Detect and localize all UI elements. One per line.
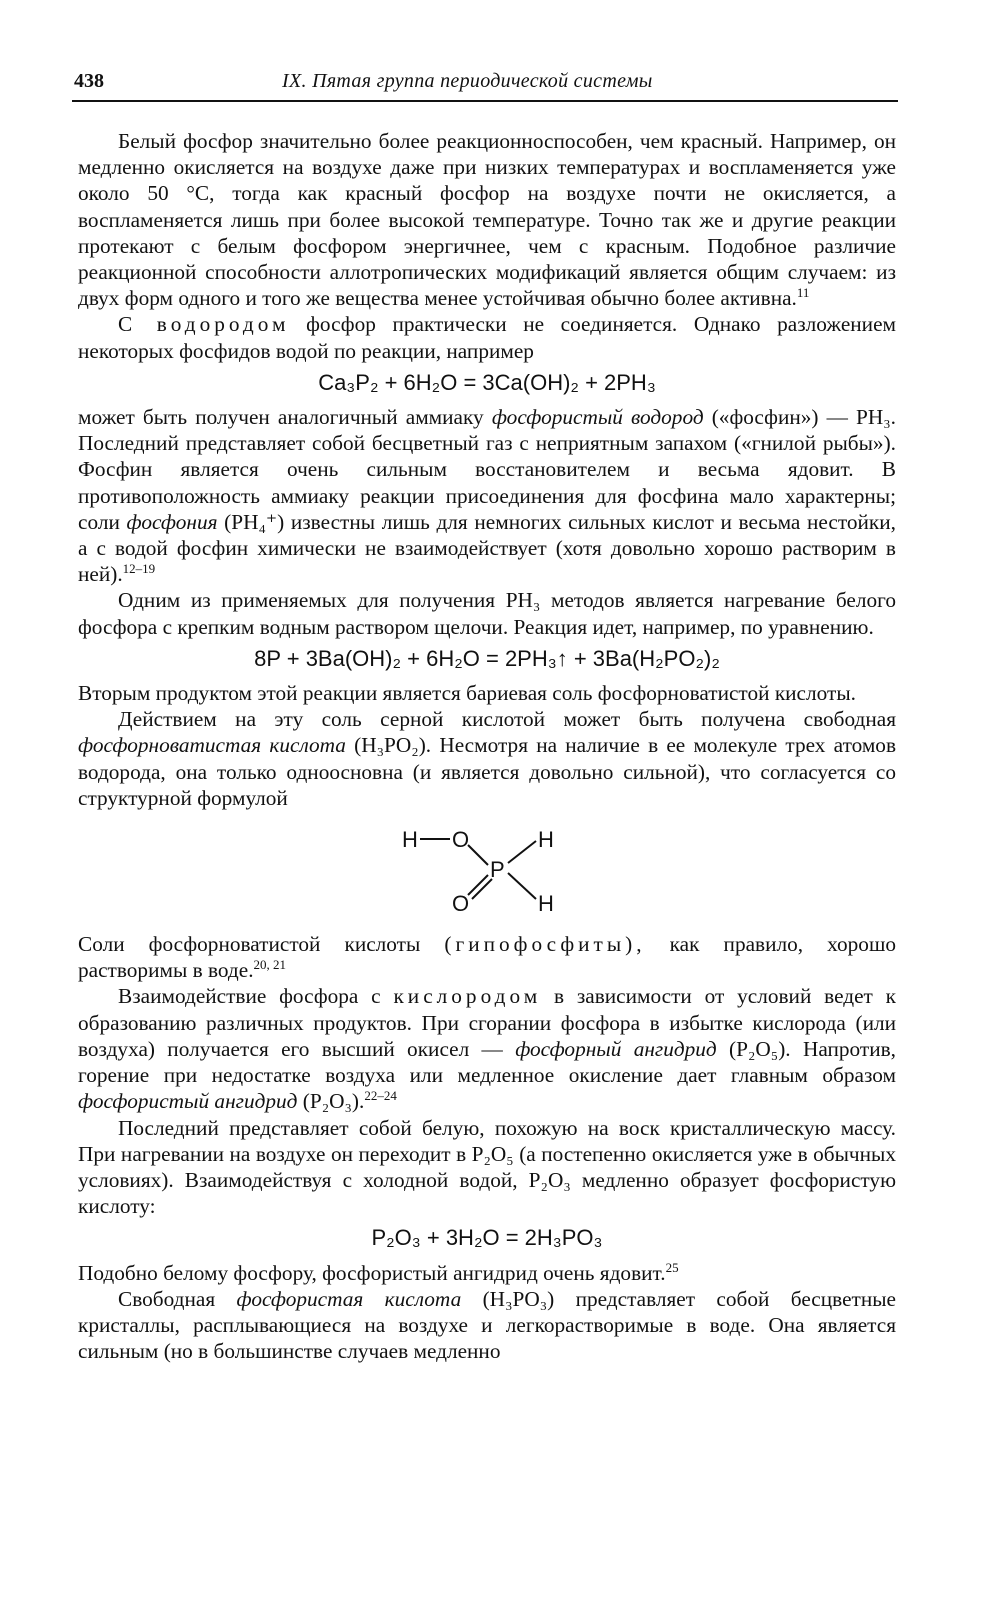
term-phosphorous-anhydride: фосфористый ангидрид [78,1089,298,1114]
term-phosphine: фосфористый водород [491,405,704,430]
paragraph-hypophosphites: Соли фосфорноватистой кислоты (гипофосфиты), как правило, хорошо растворимы в воде.$^{20, 21}$ [78,932,897,983]
equation-phosphorous-acid: P₂O₃ + 3H₂O = 2H₃PO₃ [371,1225,603,1251]
paragraph-phosphorous-acid: Свободная фосфористая кислота (H₃PO₃) представляет собой бесцветные кристаллы, расплывающиеся на воздухе и легкорастворимые в воде. Она является сильным (но в большинстве случаев медленно [78,1286,896,1364]
spaced-term: С водородом [118,312,290,337]
atom-h-left: H [402,827,418,853]
term-hypophosphorous-acid: фосфорноватистая кислота [78,733,346,758]
paragraph-p2o3: Последний представляет собой белую, похожую на воск кристаллическую массу. При нагревании на воздухе он переходит в P₂O₅ (а постепенно окисляется уже в обычных условиях). Взаимодействуя с холодной водой, P₂O₃ медленно образует фосфористую кислоту: [78,1115,896,1219]
term-phosphoric-anhydride: фосфорный ангидрид [515,1036,717,1061]
bond-o-p [468,845,488,865]
term-phosphorous-acid: фосфористая кислота [236,1286,462,1311]
header-rule [72,100,898,102]
paragraph-hydrogen: С водородом фосфор практически не соединяется. Однако разложением некоторых фосфидов водой по реакции, например [78,312,897,363]
footnote-ref: 25 [665,1259,679,1275]
equation-barium-reaction: 8P + 3Ba(OH)₂ + 6H₂O = 2PH₃↑ + 3Ba(H₂PO₂)₂ [254,645,720,671]
paragraph-toxicity: Подобно белому фосфору, фосфористый ангидрид очень ядовит.$^{25}$ [78,1259,679,1285]
atom-o-bottom: O [452,891,470,917]
atom-h-top-right: H [538,827,554,853]
paragraph-second-product: Вторым продуктом этой реакции является бариевая соль фосфорноватистой кислоты. [78,681,856,706]
paragraph-white-phosphorus: Белый фосфор значительно более реакционноспособен, чем красный. Например, он медленно окисляется на воздухе даже при низких температурах и воспламеняется уже около 50 °С, тогда как красный фосфор на воздухе почти не окисляется, а воспламеняется лишь при более высокой температуре. Точно так же и другие реакции протекают с белым фосфором энергичнее, чем с красным. Подобное различие реакционной способности аллотропических модификаций является общим случаем: из двух форм одного и того же вещества менее устойчивая обычно более активна.$^{11}$ [78,129,896,311]
atom-h-bottom-right: H [538,891,554,917]
equation-phosphide-hydrolysis: Ca₃P₂ + 6H₂O = 3Ca(OH)₂ + 2PH₃ [318,369,656,395]
atom-p-center: P [490,857,505,883]
footnote-ref: 22–24 [364,1088,397,1104]
page-header [74,68,896,102]
page-number: 438 [74,70,104,92]
bond-p-h-top [508,841,536,863]
paragraph-ph3-method: Одним из применяемых для получения PH₃ методов является нагревание белого фосфора с крепким водным раствором щелочи. Реакция идет, например, по уравнению. [78,588,896,639]
paragraph-oxygen: Взаимодействие фосфора с кислородом в зависимости от условий ведет к образованию различных продуктов. При сгорании фосфора в избытке кислорода (или воздуха) получается его высший окисел — фосфорный ангидрид (P₂O₅). Напротив, горение при недостатке воздуха или медленное окисление дает главным образом фосфористый ангидрид (P₂O₃).$^{22-24}$ [78,984,897,1114]
paragraph-hypophosphorous-acid: Действием на эту соль серной кислотой может быть получена свободная фосфорноватистая кислота (H₃PO₂). Несмотря на наличие в ее молекуле трех атомов водорода, она только одноосновна (и является довольно сильной), что согласуется со структурной формулой [78,707,897,810]
running-title: IX. Пятая группа периодической системы [282,70,653,92]
footnote-ref: 11 [796,285,810,301]
term-phosphonium: фосфония [126,509,218,534]
spaced-term: кислородом [393,984,542,1009]
structural-formula [78,813,896,925]
footnote-ref: 12–19 [122,561,156,577]
bond-p-h-bottom [508,873,536,899]
spaced-term: (гипофосфиты), [444,932,646,957]
paragraph-phosphine: может быть получен аналогичный аммиаку фосфористый водород («фосфин») — PH₃. Последний представляет собой бесцветный газ с неприятным запахом («гнилой рыбы»). Фосфин является очень сильным восстановителем и весьма ядовит. В противоположность аммиаку реакции присоединения для фосфина мало характерны; соли фосфония (PH₄⁺) известны лишь для немногих сильных кислот и весьма нестойки, а с водой фосфин химически не взаимодействует (хотя довольно хорошо растворим в ней).$^{12-19}$ [78,405,896,587]
body-text [78,128,896,1364]
footnote-ref: 20, 21 [253,957,287,973]
atom-o-top: O [452,827,470,853]
